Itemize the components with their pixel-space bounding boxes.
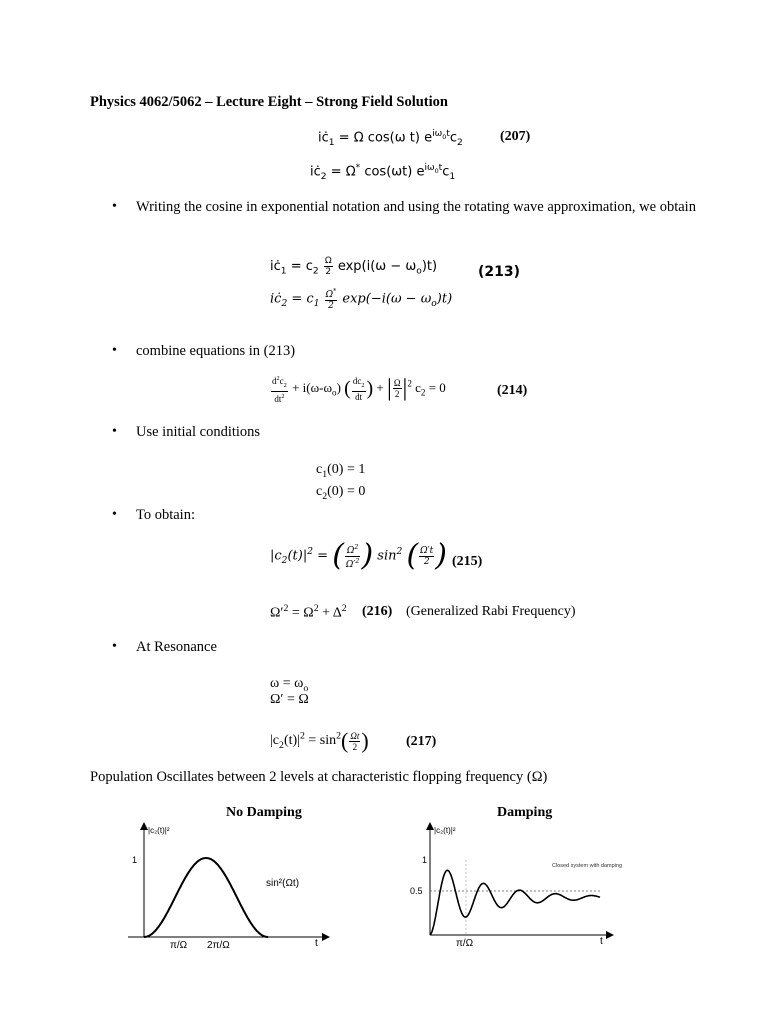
equation-215: $|c_2(t)|^2$ = ( $\frac{\Omega^2}{\Omega'^2}$ ) $\sin^2$ ( $\frac{\Omega't}{2}$ ) bbox=[270, 538, 447, 573]
equation-207-line2: $iċ_2 = \Omega^*$ cos(ωt) $e^{i\omega_0t}c_1$ bbox=[310, 163, 456, 182]
population-caption: Population Oscillates between 2 levels at characteristic flopping frequency (Ω) bbox=[90, 769, 548, 785]
equation-number-214: (214) bbox=[497, 383, 528, 398]
curve-label: sin²(Ωt) bbox=[266, 878, 300, 889]
bullet-text-obtain: To obtain: bbox=[136, 507, 195, 523]
bullet-marker: • bbox=[112, 424, 117, 439]
equation-213-line1: $iċ_1 = c_2$ $\frac{\Omega}{2}$ $\exp(i(\omega - \omega_o)t)$ bbox=[270, 256, 438, 277]
graph-damping bbox=[400, 822, 630, 952]
graph-title-no-damping: No Damping bbox=[226, 805, 302, 820]
equation-number-207: (207) bbox=[500, 129, 531, 144]
equation-number-213: (213) bbox=[478, 264, 521, 280]
equation-number-215: (215) bbox=[452, 554, 483, 569]
graph-no-damping bbox=[120, 822, 330, 952]
resonance-condition-frequency: $\omega = \omega_o$ bbox=[270, 676, 309, 694]
equation-number-216: (216) bbox=[362, 604, 393, 619]
y-tick-1: 1 bbox=[132, 855, 138, 865]
bullet-text-rwa: Writing the cosine in exponential notation and using the rotating wave approximation, we obtain bbox=[136, 199, 696, 215]
x-tick-2pi: 2π/Ω bbox=[207, 940, 230, 951]
equation-217: $|c_2(t)|^2 = \sin^2$( $\frac{\Omega t}{2}$ ) bbox=[270, 728, 369, 753]
x-tick-pi: π/Ω bbox=[170, 940, 188, 951]
equation-216: $\Omega'^2 = \Omega^2 + \Delta^2$ bbox=[270, 603, 347, 621]
bullet-text-initial: Use initial conditions bbox=[136, 424, 261, 440]
equation-214: $\frac{d^2c_2}{dt^2}$ + $i(\omega-\omega_o)$ ( $\frac{dc_2}{dt}$ ) + | $\frac{\Omega}{2}$ $|^2$ $c_2 = 0$ bbox=[272, 375, 446, 404]
equation-207-line1: $iċ_1 = \Omega$ cos(ω t) $e^{i\omega_0t}c_2$ bbox=[318, 129, 463, 148]
y-axis-label: |c₂(t)|² bbox=[434, 826, 456, 835]
bullet-marker: • bbox=[112, 343, 117, 358]
bullet-marker: • bbox=[112, 639, 117, 654]
initial-condition-c1: $c_1(0) = 1$ bbox=[316, 462, 366, 480]
y-tick-1: 1 bbox=[422, 855, 428, 865]
x-axis-label: t bbox=[600, 936, 603, 947]
bullet-marker: • bbox=[112, 507, 117, 522]
graph-title-damping: Damping bbox=[497, 805, 553, 820]
bullet-text-combine: combine equations in (213) bbox=[136, 343, 296, 359]
generalized-rabi-note: (Generalized Rabi Frequency) bbox=[406, 604, 576, 619]
legend-text: Closed system with damping bbox=[552, 863, 623, 869]
resonance-condition-rabi: Ω′ = Ω bbox=[270, 692, 309, 707]
equation-number-217: (217) bbox=[406, 734, 437, 749]
sin-squared-curve bbox=[144, 858, 268, 937]
y-tick-half: 0.5 bbox=[410, 886, 423, 896]
x-axis-label: t bbox=[315, 938, 318, 949]
bullet-marker: • bbox=[112, 199, 117, 214]
initial-condition-c2: $c_2(0) = 0$ bbox=[316, 484, 366, 502]
x-tick-pi: π/Ω bbox=[456, 938, 474, 949]
page-title: Physics 4062/5062 – Lecture Eight – Strong Field Solution bbox=[90, 94, 448, 110]
equation-213-line2: $iċ_2 = c_1$ $\frac{\Omega^*}{2}$ $\exp(-i(\omega - \omega_o)t)$ bbox=[270, 288, 453, 311]
bullet-text-resonance: At Resonance bbox=[136, 639, 217, 655]
damped-oscillation-curve bbox=[430, 870, 600, 935]
y-axis-label: |c₂(t)|² bbox=[148, 826, 170, 835]
